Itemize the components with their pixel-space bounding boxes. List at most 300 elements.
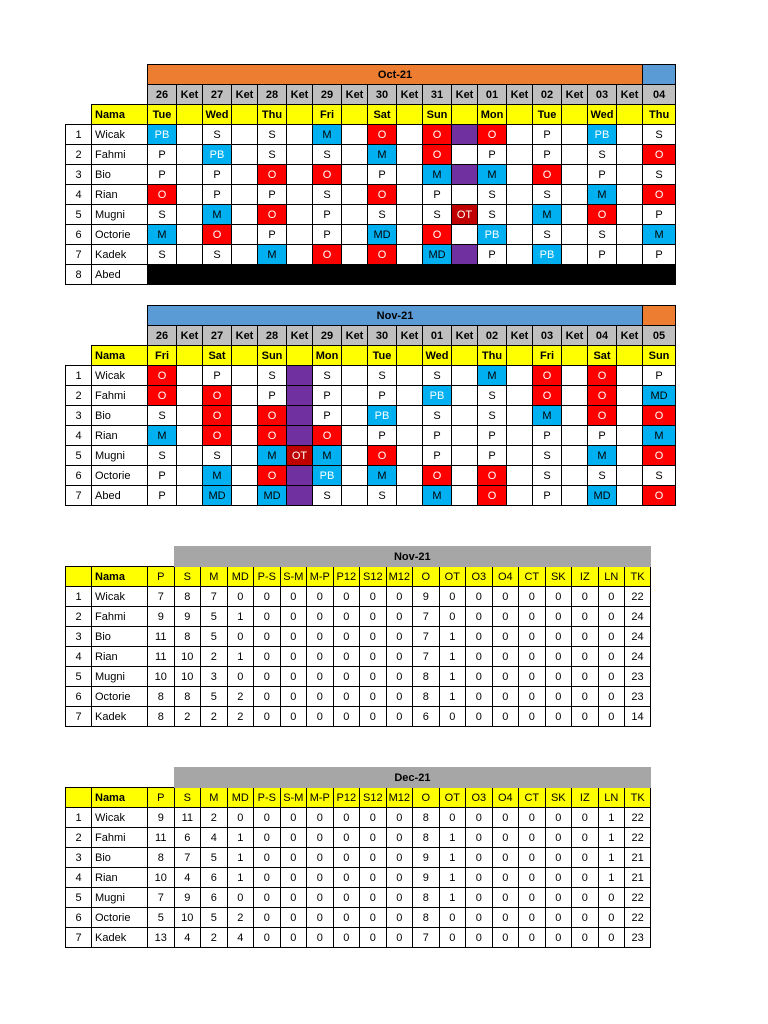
shift-cell[interactable] [562,486,588,506]
shift-cell[interactable] [287,205,313,225]
shift-cell[interactable] [617,185,643,205]
shift-cell[interactable]: S [313,366,342,386]
shift-cell[interactable]: S [478,386,507,406]
shift-cell[interactable]: S [588,225,617,245]
count-cell: 0 [466,828,493,848]
shift-cell[interactable] [617,205,643,225]
shift-cell[interactable]: P [643,245,676,265]
shift-cell[interactable] [617,145,643,165]
shift-cell[interactable] [452,406,478,426]
shift-cell[interactable]: O [368,125,397,145]
count-cell: 22 [625,808,651,828]
shift-cell[interactable]: M [478,366,507,386]
employee-name: Rian [92,185,148,205]
shift-cell[interactable]: M [258,245,287,265]
shift-cell[interactable]: P [368,426,397,446]
shift-cell[interactable]: O [203,406,232,426]
shift-cell[interactable]: M [643,225,676,245]
shift-cell[interactable] [562,205,588,225]
shift-cell[interactable] [287,486,313,506]
shift-cell[interactable]: M [258,446,287,466]
shift-cell[interactable]: P [643,366,676,386]
shift-cell[interactable]: S [643,466,676,486]
shift-cell[interactable]: O [203,426,232,446]
shift-cell[interactable]: P [148,486,177,506]
shift-cell[interactable] [617,466,643,486]
shift-cell[interactable]: S [313,486,342,506]
shift-cell[interactable]: P [258,225,287,245]
code-header: CT [519,567,546,587]
shift-cell[interactable] [177,125,203,145]
shift-cell[interactable] [617,486,643,506]
shift-cell[interactable]: S [588,466,617,486]
shift-cell[interactable] [177,446,203,466]
shift-cell[interactable]: S [258,145,287,165]
shift-cell[interactable]: S [533,466,562,486]
shift-cell[interactable] [507,446,533,466]
count-cell: 0 [519,607,546,627]
spacer [66,85,148,105]
shift-cell[interactable] [342,125,368,145]
shift-cell[interactable]: O [423,145,452,165]
shift-cell[interactable]: P [423,426,452,446]
shift-cell[interactable] [507,466,533,486]
shift-cell[interactable] [177,185,203,205]
shift-cell[interactable] [232,386,258,406]
shift-cell[interactable]: O [643,406,676,426]
shift-cell[interactable] [342,366,368,386]
count-cell: 0 [360,587,387,607]
shift-cell[interactable] [452,185,478,205]
shift-cell[interactable]: P [368,386,397,406]
shift-cell[interactable] [287,426,313,446]
code-header: IZ [572,567,599,587]
shift-cell[interactable]: PB [313,466,342,486]
shift-cell[interactable]: OT [287,446,313,466]
shift-cell[interactable]: P [313,225,342,245]
shift-cell[interactable] [287,185,313,205]
shift-cell[interactable] [507,165,533,185]
shift-cell[interactable]: P [148,165,177,185]
shift-cell[interactable] [232,366,258,386]
shift-cell[interactable] [452,486,478,506]
shift-cell[interactable] [452,386,478,406]
shift-cell[interactable]: S [148,406,177,426]
shift-cell[interactable]: S [313,145,342,165]
shift-cell[interactable]: O [148,386,177,406]
shift-cell[interactable]: O [368,245,397,265]
shift-cell[interactable]: P [478,245,507,265]
shift-cell[interactable]: P [588,245,617,265]
shift-cell[interactable] [342,466,368,486]
shift-cell[interactable]: M [478,165,507,185]
shift-cell[interactable]: O [643,185,676,205]
shift-cell[interactable] [342,165,368,185]
shift-cell[interactable] [342,185,368,205]
date-header: Ket [452,326,478,346]
shift-cell[interactable] [342,486,368,506]
shift-cell[interactable]: O [313,245,342,265]
shift-cell[interactable] [342,446,368,466]
shift-cell[interactable]: M [533,205,562,225]
shift-cell[interactable]: O [588,406,617,426]
schedule-table [65,305,676,506]
shift-cell[interactable] [452,446,478,466]
shift-cell[interactable] [232,446,258,466]
shift-cell[interactable] [232,145,258,165]
shift-cell[interactable]: O [643,446,676,466]
shift-cell[interactable]: M [203,205,232,225]
shift-cell[interactable]: P [643,205,676,225]
shift-cell[interactable] [287,225,313,245]
shift-cell[interactable]: P [478,446,507,466]
shift-cell[interactable] [287,245,313,265]
shift-cell[interactable]: S [258,366,287,386]
shift-cell[interactable] [562,446,588,466]
shift-cell[interactable]: O [148,366,177,386]
shift-cell[interactable] [397,165,423,185]
shift-cell[interactable]: MD [423,245,452,265]
shift-cell[interactable] [617,426,643,446]
shift-cell[interactable] [507,366,533,386]
shift-cell[interactable]: MD [368,225,397,245]
shift-cell[interactable]: O [258,165,287,185]
count-cell: 7 [413,647,440,667]
shift-cell[interactable] [562,426,588,446]
shift-cell[interactable] [177,486,203,506]
code-header: S12 [360,567,387,587]
shift-cell[interactable]: P [423,446,452,466]
shift-cell[interactable] [397,466,423,486]
shift-cell[interactable] [397,185,423,205]
shift-cell[interactable]: S [478,406,507,426]
shift-cell[interactable]: M [313,446,342,466]
shift-cell[interactable]: O [533,366,562,386]
shift-cell[interactable] [342,426,368,446]
shift-cell[interactable] [562,185,588,205]
shift-cell[interactable]: O [588,205,617,225]
shift-cell[interactable] [507,406,533,426]
shift-cell[interactable]: M [203,466,232,486]
shift-cell[interactable]: O [478,486,507,506]
shift-cell[interactable] [452,125,478,145]
shift-cell[interactable] [287,125,313,145]
shift-cell[interactable] [507,185,533,205]
shift-cell[interactable]: P [588,426,617,446]
shift-cell[interactable]: P [203,165,232,185]
shift-cell[interactable]: O [423,125,452,145]
shift-cell[interactable]: S [478,205,507,225]
shift-cell[interactable]: P [478,145,507,165]
shift-cell[interactable] [617,446,643,466]
shift-cell[interactable] [232,225,258,245]
shift-cell[interactable]: M [643,426,676,446]
shift-cell[interactable] [452,366,478,386]
shift-cell[interactable] [507,486,533,506]
shift-cell[interactable]: P [148,466,177,486]
count-cell: 0 [280,627,307,647]
shift-cell[interactable]: P [533,145,562,165]
count-cell: 0 [307,868,334,888]
shift-cell[interactable] [562,386,588,406]
shift-cell[interactable] [397,125,423,145]
shift-cell[interactable]: P [313,406,342,426]
shift-cell[interactable] [177,165,203,185]
shift-cell[interactable] [232,185,258,205]
shift-cell[interactable]: S [368,205,397,225]
shift-cell[interactable] [177,466,203,486]
shift-cell[interactable]: MD [258,486,287,506]
shift-cell[interactable] [287,165,313,185]
shift-cell[interactable]: S [148,205,177,225]
shift-cell[interactable] [232,486,258,506]
table-row [66,125,676,145]
shift-cell[interactable]: O [258,466,287,486]
employee-name: Octorie [92,687,148,707]
count-cell: 1 [439,848,466,868]
shift-cell[interactable] [507,125,533,145]
shift-cell[interactable]: O [533,165,562,185]
shift-cell[interactable]: S [423,366,452,386]
shift-cell[interactable]: O [313,426,342,446]
shift-cell[interactable] [562,245,588,265]
shift-cell[interactable]: PB [533,245,562,265]
shift-cell[interactable]: MD [588,486,617,506]
shift-cell[interactable] [452,245,478,265]
shift-cell[interactable] [562,145,588,165]
shift-cell[interactable] [507,426,533,446]
shift-cell[interactable] [177,145,203,165]
count-cell: 6 [201,868,228,888]
shift-cell[interactable] [562,466,588,486]
shift-cell[interactable] [507,245,533,265]
shift-cell[interactable]: P [203,185,232,205]
shift-cell[interactable] [617,165,643,185]
shift-cell[interactable] [397,205,423,225]
count-cell: 0 [280,587,307,607]
shift-cell[interactable] [397,426,423,446]
shift-cell[interactable]: O [368,185,397,205]
shift-cell[interactable] [287,386,313,406]
shift-cell[interactable]: O [533,386,562,406]
shift-cell[interactable] [562,165,588,185]
shift-cell[interactable]: M [148,426,177,446]
shift-cell[interactable]: O [258,406,287,426]
shift-cell[interactable]: P [313,205,342,225]
shift-cell[interactable]: P [478,426,507,446]
shift-cell[interactable]: P [258,386,287,406]
shift-cell[interactable]: O [423,466,452,486]
shift-cell[interactable]: P [258,185,287,205]
shift-cell[interactable]: P [148,145,177,165]
count-cell: 0 [307,587,334,607]
shift-cell[interactable] [397,245,423,265]
shift-cell[interactable] [342,205,368,225]
shift-cell[interactable]: O [478,466,507,486]
shift-cell[interactable] [397,486,423,506]
shift-cell[interactable]: PB [423,386,452,406]
shift-cell[interactable] [232,466,258,486]
shift-cell[interactable] [177,205,203,225]
shift-cell[interactable]: PB [368,406,397,426]
shift-cell[interactable] [177,406,203,426]
shift-cell[interactable]: O [588,386,617,406]
shift-cell[interactable] [342,386,368,406]
shift-cell[interactable]: M [533,406,562,426]
shift-cell[interactable] [177,366,203,386]
shift-cell[interactable] [232,125,258,145]
shift-cell[interactable]: S [368,366,397,386]
count-cell: 7 [413,627,440,647]
shift-cell[interactable]: O [368,446,397,466]
shift-cell[interactable] [452,426,478,446]
count-cell: 0 [333,647,360,667]
shift-cell[interactable]: PB [148,125,177,145]
shift-cell[interactable]: S [478,185,507,205]
shift-cell[interactable] [617,406,643,426]
shift-cell[interactable]: OT [452,205,478,225]
shift-cell[interactable]: M [423,165,452,185]
shift-cell[interactable] [342,225,368,245]
shift-cell[interactable]: O [478,125,507,145]
shift-cell[interactable]: PB [588,125,617,145]
shift-cell[interactable]: O [643,145,676,165]
shift-cell[interactable] [177,225,203,245]
shift-cell[interactable] [232,205,258,225]
shift-cell[interactable]: S [533,225,562,245]
shift-cell[interactable]: O [258,205,287,225]
shift-cell[interactable]: S [533,185,562,205]
shift-cell[interactable]: M [368,466,397,486]
shift-cell[interactable]: S [368,486,397,506]
shift-cell[interactable] [507,205,533,225]
shift-cell[interactable]: S [643,165,676,185]
shift-cell[interactable]: P [533,125,562,145]
shift-cell[interactable]: MD [203,486,232,506]
shift-cell[interactable]: P [313,386,342,406]
shift-cell[interactable] [562,406,588,426]
shift-cell[interactable] [342,245,368,265]
shift-cell[interactable]: O [643,486,676,506]
shift-cell[interactable]: PB [203,145,232,165]
shift-cell[interactable] [342,406,368,426]
shift-cell[interactable]: P [533,486,562,506]
shift-cell[interactable]: M [148,225,177,245]
count-cell: 0 [360,928,387,948]
shift-cell[interactable] [397,366,423,386]
shift-cell[interactable]: O [148,185,177,205]
shift-cell[interactable] [617,225,643,245]
shift-cell[interactable]: S [148,446,177,466]
shift-cell[interactable] [617,125,643,145]
shift-cell[interactable] [562,225,588,245]
shift-cell[interactable] [617,245,643,265]
shift-cell[interactable] [287,366,313,386]
shift-cell[interactable]: P [533,426,562,446]
shift-cell[interactable]: M [313,125,342,145]
shift-cell[interactable]: O [423,225,452,245]
shift-cell[interactable]: S [423,406,452,426]
shift-cell[interactable] [287,466,313,486]
shift-cell[interactable] [232,406,258,426]
shift-cell[interactable]: O [203,225,232,245]
shift-cell[interactable] [562,366,588,386]
count-cell: 0 [466,587,493,607]
shift-cell[interactable]: S [203,125,232,145]
shift-cell[interactable]: P [423,185,452,205]
shift-cell[interactable]: S [258,125,287,145]
shift-cell[interactable]: S [533,446,562,466]
code-header: M [201,567,228,587]
shift-cell[interactable] [232,245,258,265]
shift-cell[interactable] [397,446,423,466]
shift-cell[interactable] [562,125,588,145]
shift-cell[interactable] [177,386,203,406]
count-cell: 10 [174,908,201,928]
row-number: 8 [66,265,92,285]
shift-cell[interactable] [507,386,533,406]
shift-cell[interactable]: S [588,145,617,165]
count-cell: 1 [439,888,466,908]
shift-cell[interactable] [232,165,258,185]
shift-cell[interactable]: P [368,165,397,185]
shift-cell[interactable] [397,225,423,245]
code-header: O4 [492,788,519,808]
shift-cell[interactable] [617,366,643,386]
shift-cell[interactable] [397,145,423,165]
date-header: Ket [562,85,588,105]
shift-cell[interactable]: S [148,245,177,265]
shift-cell[interactable]: S [313,185,342,205]
shift-cell[interactable] [617,386,643,406]
shift-cell[interactable] [452,145,478,165]
shift-cell[interactable]: M [588,446,617,466]
shift-cell[interactable] [507,225,533,245]
shift-cell[interactable]: O [258,426,287,446]
shift-cell[interactable]: S [423,205,452,225]
shift-cell[interactable] [452,225,478,245]
shift-cell[interactable]: MD [643,386,676,406]
shift-cell[interactable] [452,165,478,185]
shift-cell[interactable] [177,426,203,446]
shift-cell[interactable]: P [203,366,232,386]
shift-cell[interactable]: S [203,245,232,265]
shift-cell[interactable]: M [588,185,617,205]
shift-cell[interactable] [287,406,313,426]
shift-cell[interactable]: O [203,386,232,406]
shift-cell[interactable]: S [203,446,232,466]
shift-cell[interactable]: M [423,486,452,506]
count-cell: 0 [333,627,360,647]
shift-cell[interactable] [342,145,368,165]
shift-cell[interactable] [287,145,313,165]
shift-cell[interactable]: O [313,165,342,185]
shift-cell[interactable]: PB [478,225,507,245]
shift-cell[interactable]: P [588,165,617,185]
shift-cell[interactable] [177,245,203,265]
shift-cell[interactable] [397,406,423,426]
shift-cell[interactable] [397,386,423,406]
shift-cell[interactable] [232,426,258,446]
row-number: 4 [66,185,92,205]
shift-cell[interactable]: O [588,366,617,386]
code-header: S [174,788,201,808]
shift-cell[interactable]: S [643,125,676,145]
shift-cell[interactable]: M [368,145,397,165]
shift-cell[interactable] [452,466,478,486]
count-cell: 0 [466,908,493,928]
shift-cell[interactable] [507,145,533,165]
